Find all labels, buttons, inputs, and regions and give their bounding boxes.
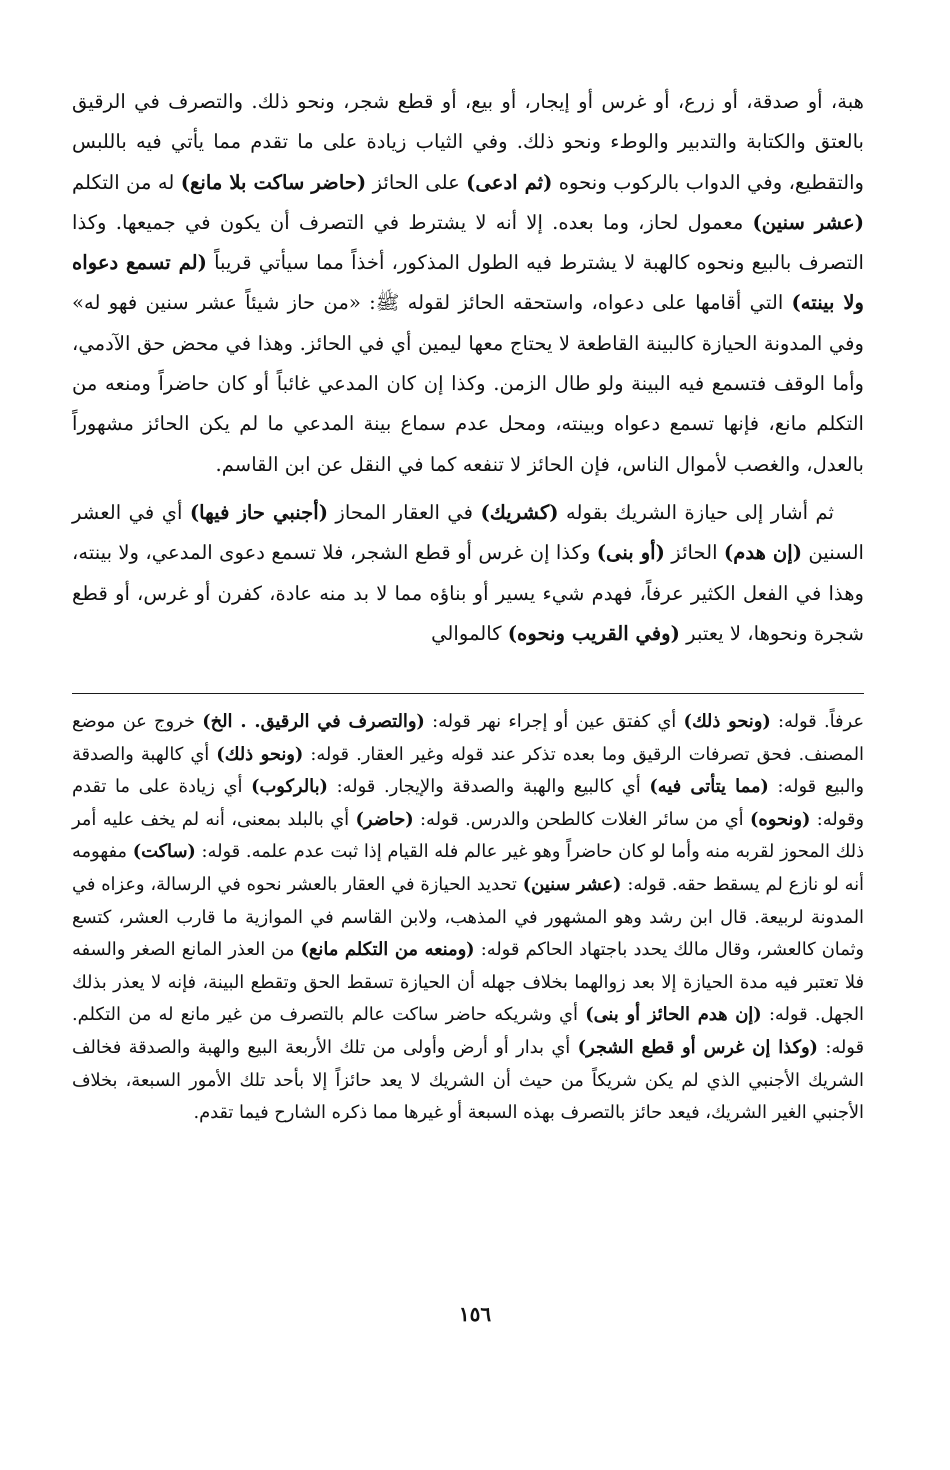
- bold-phrase: (ونحو ذلك): [683, 711, 771, 732]
- bold-phrase: (حاضر): [355, 808, 414, 830]
- bold-phrase: (إن هدم): [723, 541, 802, 565]
- bold-phrase: (حاضر ساكت بلا مانع): [180, 170, 367, 194]
- footnotes-block: [72, 706, 864, 1130]
- bold-phrase: (وكذا إن غرس أو قطع الشجر): [577, 1036, 818, 1058]
- main-paragraph: ثم أشار إلى حيازة الشريك بقوله (كشريك) في العقار المحاز (أجنبي حاز فيها) أي في العشر السنين (إن هدم) الحائز (أو بنى) وكذا إن غرس أو قطع الشجر، فلا تسمع دعوى المدعي، ولا بينته، وهذا في الفعل الكثير عرفاً، فهدم شيء يسير أو بناؤه مما لا بد منه عادة، كفرن أو غرس، أو قطع شجرة ونحوها، لا يعتبر (وفي القريب ونحوه) كالموالي: [72, 500, 864, 645]
- bold-phrase: (أو بنى): [596, 541, 665, 565]
- bold-phrase: (كشريك): [480, 500, 559, 524]
- main-text-block: [72, 82, 864, 654]
- bold-phrase: (ونحو ذلك): [216, 743, 304, 765]
- bold-phrase: (ومنعه من التكلم مانع): [300, 939, 475, 961]
- bold-phrase: (ونحوه): [750, 808, 811, 830]
- bold-phrase: (مما يتأتى فيه): [649, 776, 769, 798]
- bold-phrase: (بالركوب): [251, 776, 328, 798]
- bold-phrase: (لم تسمع دعواه ولا بينته): [72, 251, 864, 315]
- bold-phrase: (إن هدم الحائز أو بنى): [585, 1004, 762, 1026]
- bold-phrase: (عشر سنين): [522, 873, 622, 895]
- footnote-divider: [72, 693, 864, 694]
- bold-phrase: (وفي القريب ونحوه): [507, 621, 680, 645]
- footnote-paragraph: عرفاً. قوله: (ونحو ذلك) أي كفتق عين أو إجراء نهر قوله: (والتصرف في الرقيق. . الخ) خروج عن موضع المصنف. فحق تصرفات الرقيق وما بعده تذكر عند قوله وغير العقار. قوله: (ونحو ذلك) أي كالهبة والصدقة والبيع قوله: (مما يتأتى فيه) أي كالبيع والهبة والصدقة والإيجار. قوله: (بالركوب) أي زيادة على ما تقدم وقوله: (ونحوه) أي من سائر الغلات كالطحن والدرس. قوله: (حاضر) أي بالبلد بمعنى، أنه لم يخف عليه أمر ذلك المحوز لقربه منه وأما لو كان حاضراً وهو غير عالم فله القيام إذا ثبت عدم علمه. قوله: (ساكت) مفهومه أنه لو نازع لم يسقط حقه. قوله: (عشر سنين) تحديد الحيازة في العقار بالعشر نحوه في الرسالة، وعزاه في المدونة لربيعة. قال ابن رشد وهو المشهور في المذهب، ولابن القاسم في الموازية ما قارب العشر، كتسع وثمان كالعشر، وقال مالك يحدد باجتهاد الحاكم قوله: (ومنعه من التكلم مانع) من العذر المانع الصغر والسفه فلا تعتبر فيه مدة الحيازة إلا بعد زوالهما بخلاف جهله أن الحيازة تسقط الحق وتقطع البينة، فإنه لا يعذر بذلك الجهل. قوله: (إن هدم الحائز أو بنى) أي وشريكه حاضر ساكت عالم بالتصرف من غير مانع له من التكلم. قوله: (وكذا إن غرس أو قطع الشجر) أي بدار أو أرض وأولى من تلك الأربعة البيع والهبة والصدقة فخالف الشريك الأجنبي الذي لم يكن شريكاً من حيث أن الشريك لا يعد حائزاً إلا بأحد تلك الأمور السبعة، بخلاف الأجنبي الغير الشريك، فيعد حائز بالتصرف بهذه السبعة أو غيرها مما ذكره الشارح فيما تقدم.: [72, 711, 865, 1124]
- bold-phrase: (ساكت): [132, 841, 196, 863]
- main-paragraph: هبة، أو صدقة، أو زرع، أو غرس أو إيجار، أو بيع، أو قطع شجر، ونحو ذلك. والتصرف في الرقيق بالعتق والكتابة والتدبير والوطء ونحو ذلك. وفي الثياب زيادة على ما تقدم مما يأتي فيه باللبس والتقطيع، وفي الدواب بالركوب ونحوه (ثم ادعى) على الحائز (حاضر ساكت بلا مانع) له من التكلم (عشر سنين) معمول لحاز، وما بعده. إلا أنه لا يشترط في التصرف أن يكون في جميعها. وكذا التصرف بالبيع ونحوه كالهبة لا يشترط فيه الطول المذكور، أخذاً مما سيأتي قريباً (لم تسمع دعواه ولا بينته) التي أقامها على دعواه، واستحقه الحائز لقوله ﷺ: «من حاز شيئاً عشر سنين فهو له» وفي المدونة الحيازة كالبينة القاطعة لا يحتاج معها ليمين أي في الحائز. وهذا في محض حق الآدمي، وأما الوقف فتسمع فيه البينة ولو طال الزمن. وكذا إن كان المدعي غائباً أو كان حاضراً ومنعه من التكلم مانع، فإنها تسمع دعواه وبينته، ومحل عدم سماع بينة المدعي ما لم يكن الحائز مشهوراً بالعدل، والغصب لأموال الناس، فإن الحائز لا تنفعه كما في النقل عن ابن القاسم.: [72, 90, 865, 476]
- bold-phrase: (عشر سنين): [752, 210, 864, 234]
- bold-phrase: (ثم ادعى): [466, 170, 553, 194]
- bold-phrase: (أجنبي حاز فيها): [189, 500, 329, 524]
- page-number: ١٥٦: [458, 1302, 492, 1326]
- bold-phrase: (والتصرف في الرقيق. . الخ): [202, 711, 425, 732]
